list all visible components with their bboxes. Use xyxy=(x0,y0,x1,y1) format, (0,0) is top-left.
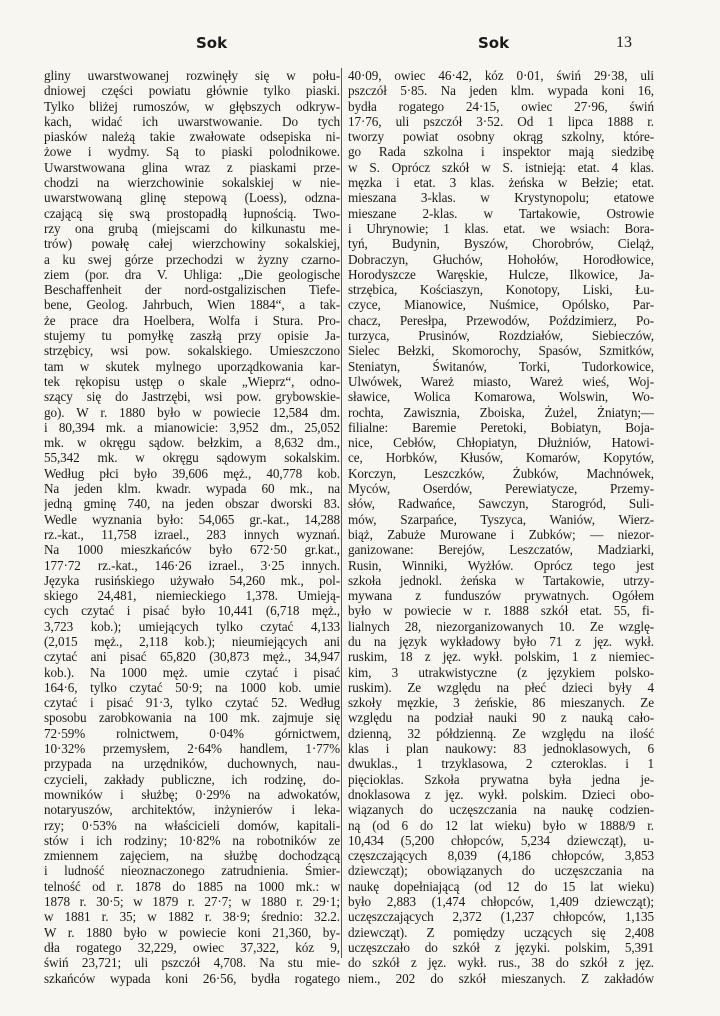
text-line: Na jeden klm. kwadr. wypada 60 mk., na xyxy=(44,481,340,497)
text-line: bene, Geolog. Jahrbuch, Wien 1884“, a tak- xyxy=(44,297,340,313)
text-line: mieszane 2-klas. w Tartakowie, Ostrowie xyxy=(348,205,654,221)
text-line: uwarstwowaną glinę stepową (Loess), odzna- xyxy=(44,190,340,206)
text-line: świń 23,721; uli pszczół 4,708. Na stu mie- xyxy=(44,955,340,971)
text-line: Rusin, Winniki, Wyżłów. Oprócz tego jest xyxy=(348,557,654,573)
text-line: du na język wykładowy było 71 z jęz. wykł. xyxy=(348,633,654,649)
text-line: pięcioklas. Szkoła prywatna była jedna je- xyxy=(348,771,654,787)
text-line: tek rękopisu ustęp o skale „Wieprz“, odno- xyxy=(44,373,340,389)
text-line: ziem (por. dra V. Uhliga: „Die geologische xyxy=(44,266,340,282)
text-line: rz.-kat., 11,758 izrael., 283 innych wyznań. xyxy=(44,526,340,542)
text-line: tam w skutek mylnego uporządkowania kar- xyxy=(44,358,340,374)
text-line: (2,015 męż., 2,118 kob.); nieumiejących ani xyxy=(44,633,340,649)
column-divider xyxy=(341,68,342,958)
text-line: przypada na urzędników, duchownych, nau- xyxy=(44,756,340,772)
text-line: szący się do Jastrzębi, wsi pow. grybowskie- xyxy=(44,389,340,405)
text-line: czyce, Mianowice, Nuśmice, Opólsko, Par- xyxy=(348,297,654,313)
running-head-right: Sok xyxy=(478,34,510,52)
text-line: 1878 r. 30·5; w 1879 r. 27·7; w 1880 r. 29·1; xyxy=(44,894,340,910)
text-line: go). W r. 1880 było w powiecie 12,584 dm. xyxy=(44,404,340,420)
text-line: biąż, Zabuże Murowane i Zubków; — niezor- xyxy=(348,526,654,542)
text-line: strzębica, Kościaszyn, Konotopy, Liski, Łu- xyxy=(348,282,654,298)
text-line: Wedle wyznania było: 54,065 gr.-kat., 14,288 xyxy=(44,511,340,527)
text-line: chacz, Peresłpa, Przewodów, Poździmierz, Po- xyxy=(348,312,654,328)
text-line: męzka i etat. 3 klas. żeńska w Bełzie; etat. xyxy=(348,175,654,191)
text-line: cych czytać i pisać było 10,441 (6,718 męż., xyxy=(44,603,340,619)
text-line: 3,723 kob.); umiejących tylko czytać 4,133 xyxy=(44,618,340,634)
text-line: że prace dra Hoelbera, Wolfa i Stura. Pro- xyxy=(44,312,340,328)
text-line: tyń, Budynin, Byszów, Chorobrów, Cieląż, xyxy=(348,236,654,252)
text-line: Dobraczyn, Głuchów, Hohołów, Horodłowice, xyxy=(348,251,654,267)
text-line: nice, Cebłów, Chłopiatyn, Dłużniów, Hatowi- xyxy=(348,435,654,451)
text-line: ce, Horbków, Kłusów, Komarów, Kopytów, xyxy=(348,450,654,466)
text-line: 55,342 mk. w okręgu sądowym sokalskim. xyxy=(44,450,340,466)
text-line: Uwarstwowana glina wraz z piaskami prze- xyxy=(44,159,340,175)
text-line: lialnych 28, niezorganizowanych 10. Ze wzglę- xyxy=(348,618,654,634)
text-line: stujemy tu pomyłkę zaszłą przy opisie Ja- xyxy=(44,328,340,344)
text-line: 177·72 rz.-kat., 146·26 izrael., 3·25 innych. xyxy=(44,557,340,573)
text-line: w S. Oprócz szkół w S. istnieją: etat. 4 klas. xyxy=(348,159,654,175)
text-line: ganizowane: Berejów, Leszczatów, Madziarki, xyxy=(348,542,654,558)
text-line: Horodyszcze Waręskie, Hulcze, Ilkowice, Ja- xyxy=(348,266,654,282)
text-line: 164·6, tylko czytać 50·9; na 1000 kob. umie xyxy=(44,679,340,695)
text-line: W r. 1880 było w powiecie koni 21,360, by- xyxy=(44,924,340,940)
text-line: turzyca, Prusinów, Rozdziałów, Siebieczów, xyxy=(348,328,654,344)
right-text-column xyxy=(348,68,654,986)
text-line: klas i plan naukowy: 83 jednoklasowych, 6 xyxy=(348,741,654,757)
text-line: i 80,394 mk. a mianowicie: 3,952 dm., 25,052 xyxy=(44,419,340,435)
text-line: było 2,883 (1,474 chłopców, 1,409 dziewcząt); xyxy=(348,894,654,910)
text-line: mk. w okręgu sądow. bełzkim, a 8,632 dm., xyxy=(44,435,340,451)
text-line: naukę dopełniającą (od 12 do 15 lat wieku) xyxy=(348,878,654,894)
text-line: częszczających 8,039 (4,186 chłopców, 3,853 xyxy=(348,848,654,864)
running-head-left: Sok xyxy=(196,34,228,52)
text-line: ruskim). Ze względu na płeć dzieci były 4 xyxy=(348,679,654,695)
text-line: czytać ani pisać 65,820 (30,873 męż., 34,947 xyxy=(44,649,340,665)
text-line: jedną gminę 740, na jeden obszar dworski 83. xyxy=(44,496,340,512)
text-line: rzy ona grubą (miejscami do kilkunastu me- xyxy=(44,220,340,236)
text-line: dziewcząt); obowiązanych do uczęszczania na xyxy=(348,863,654,879)
text-line: 72·59% rolnictwem, 0·04% górnictwem, xyxy=(44,725,340,741)
text-line: telność od r. 1878 do 1885 na 1000 mk.: w xyxy=(44,878,340,894)
page-header xyxy=(0,34,720,58)
text-line: Języka rusińskiego używało 54,260 mk., pol- xyxy=(44,572,340,588)
text-line: Tylko bliżej rumoszów, w głębszych odkryw- xyxy=(44,98,340,114)
text-line: rochta, Zawisznia, Zboiska, Żużel, Żniatyn;— xyxy=(348,404,654,420)
text-line: względu na podział nauki 90 z nauką cało- xyxy=(348,710,654,726)
text-line: Ulwówek, Wareż miasto, Wareż wieś, Woj- xyxy=(348,373,654,389)
text-line: Według płci było 39,606 męż., 40,778 kob. xyxy=(44,465,340,481)
text-line: notaryuszów, architektów, inżynierów i leka- xyxy=(44,802,340,818)
text-line: strzębicy, wsi pow. sokalskiego. Umieszczono xyxy=(44,343,340,359)
text-line: dziewcząt). Z pomiędzy uczących się 2,408 xyxy=(348,924,654,940)
text-line: sławice, Wolica Komarowa, Wolswin, Wo- xyxy=(348,389,654,405)
text-line: szkoła jednokl. żeńska w Tartakowie, utrzy- xyxy=(348,572,654,588)
text-line: szkoły męzkie, 3 żeńskie, 86 mieszanych. Ze xyxy=(348,695,654,711)
text-line: mywana z funduszów prywatnych. Ogółem xyxy=(348,588,654,604)
text-line: było w powiecie w r. 1888 szkół etat. 55, fi- xyxy=(348,603,654,619)
text-line: filialne: Baremie Peretoki, Bobiatyn, Boja- xyxy=(348,419,654,435)
text-line: kim, 3 utrakwistyczne (z językiem polsko- xyxy=(348,664,654,680)
text-line: czytać i pisać 91·3, tylko czytać 52. Według xyxy=(44,695,340,711)
text-line: gliny uwarstwowanej rozwinęły się w połu- xyxy=(44,68,340,83)
text-line: skiego 24,481, niemieckiego 1,378. Umieją- xyxy=(44,588,340,604)
text-line: a ku swej górze przechodzi w żyzny czarno- xyxy=(44,251,340,267)
text-line: wiązanych do uczęszczania na naukę codzien- xyxy=(348,802,654,818)
text-line: bydła rogatego 24·15, owiec 27·96, świń xyxy=(348,98,654,114)
text-line: kach, widać ich uwarstwowanie. Do tych xyxy=(44,113,340,129)
text-line: uczęszczających 2,372 (1,237 chłopców, 1,135 xyxy=(348,909,654,925)
text-line: 10·32% przemysłem, 2·64% handlem, 1·77% xyxy=(44,741,340,757)
text-line: do szkół z jęz. wykł. rus., 38 do szkół z jęz. xyxy=(348,955,654,971)
text-line: pszczół 5·85. Na jeden klm. wypada koni 16, xyxy=(348,83,654,99)
text-line: dwuklas., 1 trzyklasowa, 2 czteroklas. i 1 xyxy=(348,756,654,772)
text-line: kob.). Na 1000 męż. umie czytać i pisać xyxy=(44,664,340,680)
text-line: Myców, Oserdów, Perewiatycze, Przemy- xyxy=(348,481,654,497)
text-line: dnoklasowa z jęz. wykł. polskim. Dzieci obo- xyxy=(348,786,654,802)
text-line: w 1881 r. 35; w 1882 r. 38·9; średnio: 32.2. xyxy=(44,909,340,925)
text-line: mowników i służbę; 0·29% na adwokatów, xyxy=(44,786,340,802)
text-line: dzienną, 32 półdzienną. Ze względu na ilość xyxy=(348,725,654,741)
text-line: rzy; 0·53% na właścicieli domów, kapitali- xyxy=(44,817,340,833)
text-line: Sielec Bełzki, Skomorochy, Spasów, Szmitków, xyxy=(348,343,654,359)
text-line: słów, Radwańce, Sawczyn, Starogród, Suli- xyxy=(348,496,654,512)
text-line: Beschaffenheit der nord-ostgalizischen Tiefe- xyxy=(44,282,340,298)
text-line: ruskim, 18 z jęz. wykł. polskim, 1 z niemiec- xyxy=(348,649,654,665)
text-line: trów) powałę całej wierzchowiny sokalskiej, xyxy=(44,236,340,252)
text-line: 17·76, uli pszczół 3·52. Od 1 lipca 1888 r. xyxy=(348,113,654,129)
text-line: chodzi na wierzchowinie sokalskiej w nie- xyxy=(44,175,340,191)
text-line: czającą się swą prostopadłą łupnością. Two- xyxy=(44,205,340,221)
text-line: zmiennem zajęciem, na służbę dochodzącą xyxy=(44,848,340,864)
text-line: tworzy powiat osobny okrąg szkolny, które- xyxy=(348,129,654,145)
text-line: 40·09, owiec 46·42, kóz 0·01, świń 29·38, uli xyxy=(348,68,654,83)
text-line: dniowej części powiatu głównie tylko piaski. xyxy=(44,83,340,99)
text-line: Na 1000 mieszkańców było 672·50 gr.kat., xyxy=(44,542,340,558)
text-line: 10,434 (5,200 chłopców, 5,234 dziewcząt), u- xyxy=(348,832,654,848)
text-line: i Uhrynowie; 1 klas. etat. we wsiach: Bora- xyxy=(348,220,654,236)
text-line: mieszana 3-klas. w Krystynopolu; etatowe xyxy=(348,190,654,206)
text-line: czycieli, zakłady publiczne, ich rodzinę, do- xyxy=(44,771,340,787)
text-line: ną (od 6 do 12 lat wieku) było w 1888/9 r. xyxy=(348,817,654,833)
text-line: Korczyn, Leszczków, Żubków, Machnówek, xyxy=(348,465,654,481)
text-line: piasków należą takie zwałowate odsepiska ni- xyxy=(44,129,340,145)
text-line: stów i ich rodziny; 10·82% na robotników ze xyxy=(44,832,340,848)
page-number: 13 xyxy=(616,34,632,51)
text-line: żowe i wydmy. Są to piaski polodnikowe. xyxy=(44,144,340,160)
text-line: niem., 202 do szkół mieszanych. Z zakładów xyxy=(348,970,654,986)
text-line: i ludność nieoznaczonego zatrudnienia. Śmier- xyxy=(44,863,340,879)
text-line: dła rogatego 32,229, owiec 37,322, kóz 9, xyxy=(44,939,340,955)
text-line: Steniatyn, Świtanów, Torki, Tudorkowice, xyxy=(348,358,654,374)
text-line: sposobu zarobkowania na 100 mk. zajmuje się xyxy=(44,710,340,726)
text-line: go Rada szkolna i inspektor mają siedzibę xyxy=(348,144,654,160)
text-line: mów, Szarpańce, Tyszyca, Waniów, Wierz- xyxy=(348,511,654,527)
text-line: uczęszczało do szkół z języki. polskim, 5,391 xyxy=(348,939,654,955)
text-line: szkańców wypada koni 26·56, bydła rogatego xyxy=(44,970,340,986)
left-text-column xyxy=(44,68,340,986)
